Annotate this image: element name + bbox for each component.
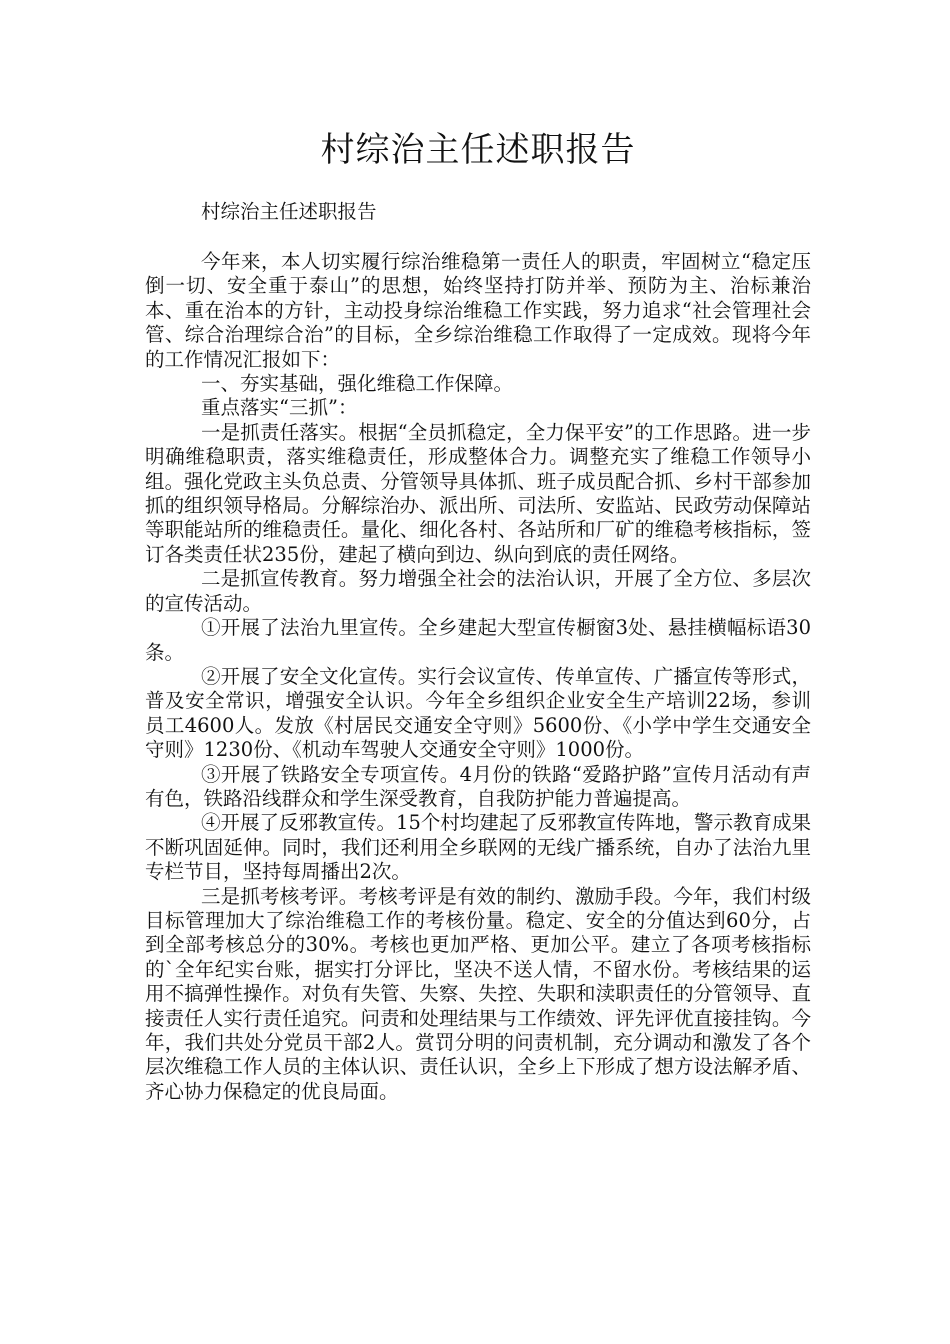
paragraph-publicity: 二是抓宣传教育。努力增强全社会的法治认识，开展了全方位、多层次的宣传活动。 bbox=[145, 567, 811, 615]
paragraph-responsibility: 一是抓责任落实。根据“全员抓稳定，全力保平安”的工作思路。进一步明确维稳职责，落实维稳责任，形成整体合力。调整充实了维稳工作领导小组。强化党政主头负总责、分管领导具体抓、班子成员配合抓、乡村干部参加抓的组织领导格局。分解综治办、派出所、司法所、安监站、民政劳动保障站等职能站所的维稳责任。量化、细化各村、各站所和厂矿的维稳考核指标，签订各类责任状235份，建起了横向到边、纵向到底的责任网络。 bbox=[145, 420, 811, 566]
paragraph-item-1: ①开展了法治九里宣传。全乡建起大型宣传橱窗3处、悬挂横幅标语30条。 bbox=[145, 616, 811, 664]
document-subtitle: 村综治主任述职报告 bbox=[201, 200, 377, 223]
paragraph-three-focus: 重点落实“三抓”： bbox=[201, 396, 358, 420]
paragraph-item-3: ③开展了铁路安全专项宣传。4月份的铁路“爱路护路”宣传月活动有声有色，铁路沿线群众和学生深受教育，自我防护能力普遍提高。 bbox=[145, 762, 811, 810]
paragraph-item-2: ②开展了安全文化宣传。实行会议宣传、传单宣传、广播宣传等形式，普及安全常识，增强安全认识。今年全乡组织企业安全生产培训22场，参训员工4600人。发放《村居民交通安全守则》5600份、《小学中学生交通安全守则》1230份、《机动车驾驶人交通安全守则》1000份。 bbox=[145, 664, 811, 762]
paragraph-section-heading: 一、夯实基础，强化维稳工作保障。 bbox=[201, 372, 514, 396]
document-title: 村综治主任述职报告 bbox=[320, 130, 636, 170]
paragraph-intro: 今年来，本人切实履行综治维稳第一责任人的职责，牢固树立“稳定压倒一切、安全重于泰山”的思想，始终坚持打防并举、预防为主、治标兼治本、重在治本的方针，主动投身综治维稳工作实践，努力追求“社会管理社会管、综合治理综合治”的目标，全乡综治维稳工作取得了一定成效。现将今年的工作情况汇报如下： bbox=[145, 250, 811, 371]
paragraph-assessment: 三是抓考核考评。考核考评是有效的制约、激励手段。今年，我们村级目标管理加大了综治维稳工作的考核份量。稳定、安全的分值达到60分，占到全部考核总分的30%。考核也更加严格、更加公平。建立了各项考核指标的`全年纪实台账，据实打分评比，坚决不送人情，不留水份。考核结果的运用不搞弹性操作。对负有失管、失察、失控、失职和渎职责任的分管领导、直接责任人实行责任追究。问责和处理结果与工作绩效、评先评优直接挂钩。今年，我们共处分党员干部2人。赏罚分明的问责机制，充分调动和激发了各个层次维稳工作人员的主体认识、责任认识，全乡上下形成了想方设法解矛盾、齐心协力保稳定的优良局面。 bbox=[145, 884, 811, 1103]
document-body bbox=[145, 250, 811, 1104]
paragraph-item-4: ④开展了反邪教宣传。15个村均建起了反邪教宣传阵地，警示教育成果不断巩固延伸。同时，我们还利用全乡联网的无线广播系统，自办了法治九里专栏节目，坚持每周播出2次。 bbox=[145, 811, 811, 884]
